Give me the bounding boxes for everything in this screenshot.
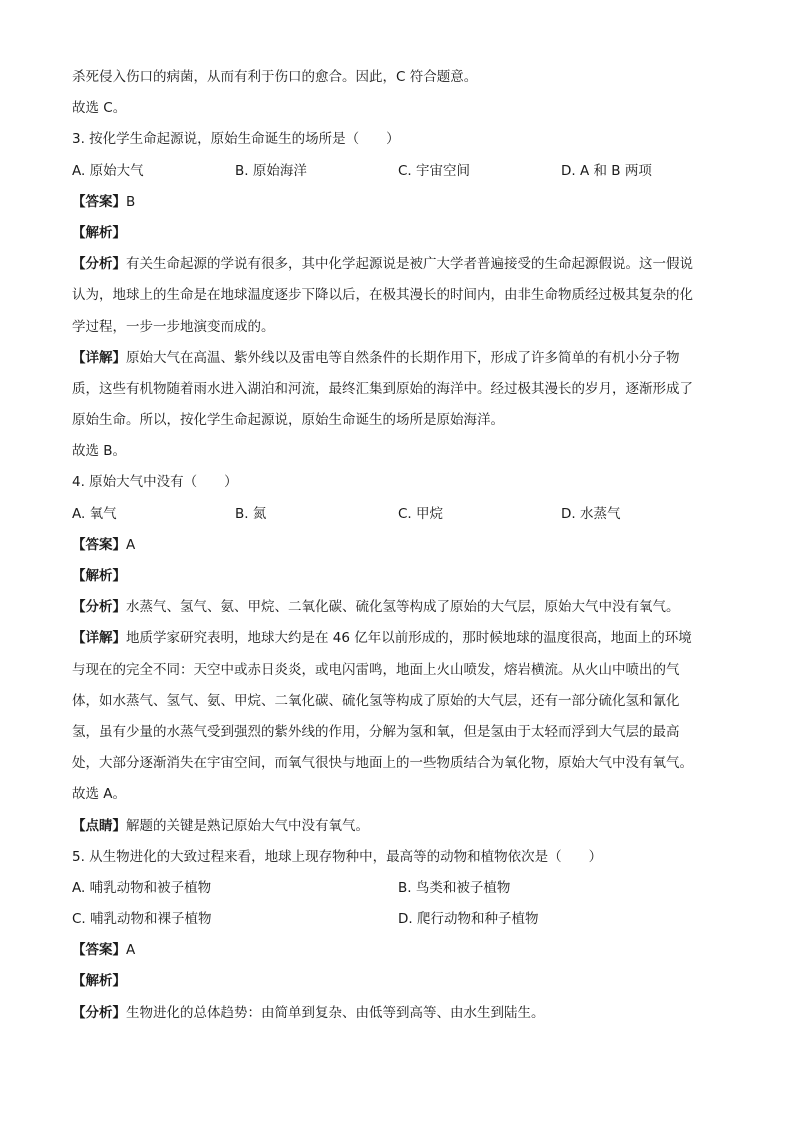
text-line: 学过程，一步一步地演变而成的。	[72, 318, 275, 335]
option-b: B. 鸟类和被子植物	[398, 879, 511, 896]
fenxi-line	[72, 249, 724, 280]
option-d: D. A 和 B 两项	[561, 162, 652, 179]
question-3-options	[72, 156, 724, 187]
fenxi-tag: 【分析】	[72, 599, 126, 616]
xiangjie-line	[72, 623, 724, 654]
option-d: D. 水蒸气	[561, 505, 621, 522]
conclusion-line: 故选 B。	[72, 443, 127, 460]
fenxi-text: 水蒸气、氢气、氨、甲烷、二氧化碳、硫化氢等构成了原始的大气层，原始大气中没有氧气。	[126, 599, 680, 616]
option-a: A. 哺乳动物和被子植物	[72, 879, 212, 896]
answer-tag: 【答案】	[72, 193, 126, 210]
xiangjie-text: 地质学家研究表明，地球大约是在 46 亿年以前形成的，那时候地球的温度很高，地面上的环境	[126, 630, 692, 647]
option-b: B. 原始海洋	[235, 162, 307, 179]
answer-line	[72, 935, 724, 966]
dianjing-line	[72, 811, 724, 842]
fenxi-tag: 【分析】	[72, 256, 126, 273]
answer-line	[72, 530, 724, 561]
xiangjie-text: 原始大气在高温、紫外线以及雷电等自然条件的长期作用下，形成了许多简单的有机小分子物	[126, 349, 680, 366]
fenxi-tag: 【分析】	[72, 1004, 126, 1021]
text-line: 原始生命。所以，按化学生命起源说，原始生命诞生的场所是原始海洋。	[72, 412, 504, 429]
conclusion-line: 故选 A。	[72, 786, 127, 803]
question-5-options-row-1	[72, 873, 724, 904]
dianjing-tag: 【点睛】	[72, 817, 126, 834]
analysis-heading: 【解析】	[72, 568, 126, 584]
text-line: 杀死侵入伤口的病菌，从而有利于伤口的愈合。因此，C 符合题意。	[72, 69, 478, 85]
option-a: A. 氧气	[72, 505, 117, 522]
text-line: 认为，地球上的生命是在地球温度逐步下降以后，在极其漫长的时间内，由非生命物质经过极其复杂的化	[72, 287, 693, 304]
question-5-options-row-2	[72, 904, 724, 935]
question-4-options	[72, 499, 724, 530]
question-3-stem: 3. 按化学生命起源说，原始生命诞生的场所是（ ）	[72, 131, 400, 148]
answer-value: B	[126, 193, 136, 210]
text-line: 氢，虽有少量的水蒸气受到强烈的紫外线的作用，分解为氢和氧，但是氢由于太轻而浮到大气层的最高	[72, 723, 680, 740]
option-a: A. 原始大气	[72, 162, 144, 179]
option-c: C. 哺乳动物和裸子植物	[72, 911, 212, 928]
text-line: 故选 C。	[72, 100, 127, 117]
text-line: 与现在的完全不同：天空中或赤日炎炎，或电闪雷鸣，地面上火山喷发，熔岩横流。从火山中喷出的气	[72, 661, 680, 678]
question-5-stem: 5. 从生物进化的大致过程来看，地球上现存物种中，最高等的动物和植物依次是（ ）	[72, 848, 603, 865]
fenxi-line	[72, 592, 724, 623]
option-c: C. 宇宙空间	[398, 162, 471, 179]
dianjing-text: 解题的关键是熟记原始大气中没有氧气。	[126, 817, 369, 834]
xiangjie-tag: 【详解】	[72, 349, 126, 366]
text-line: 体，如水蒸气、氢气、氨、甲烷、二氧化碳、硫化氢等构成了原始的大气层，还有一部分硫化氢和氰化	[72, 692, 680, 709]
text-line: 处，大部分逐渐消失在宇宙空间，而氧气很快与地面上的一些物质结合为氧化物，原始大气中没有氧气。	[72, 755, 693, 772]
answer-line	[72, 187, 724, 218]
answer-tag: 【答案】	[72, 536, 126, 553]
fenxi-text: 有关生命起源的学说有很多，其中化学起源说是被广大学者普遍接受的生命起源假说。这一假说	[126, 256, 693, 273]
fenxi-line	[72, 998, 724, 1029]
answer-value: A	[126, 536, 136, 553]
option-d: D. 爬行动物和种子植物	[398, 911, 539, 928]
option-b: B. 氮	[235, 505, 267, 522]
question-4-stem: 4. 原始大气中没有（ ）	[72, 474, 238, 491]
text-line: 质，这些有机物随着雨水进入湖泊和河流，最终汇集到原始的海洋中。经过极其漫长的岁月，逐渐形成了	[72, 380, 693, 397]
option-c: C. 甲烷	[398, 505, 444, 522]
answer-value: A	[126, 942, 136, 959]
analysis-heading: 【解析】	[72, 973, 126, 990]
fenxi-text: 生物进化的总体趋势：由简单到复杂、由低等到高等、由水生到陆生。	[126, 1004, 545, 1021]
xiangjie-tag: 【详解】	[72, 630, 126, 647]
answer-tag: 【答案】	[72, 942, 126, 959]
document-page	[72, 62, 724, 1029]
analysis-heading: 【解析】	[72, 224, 126, 241]
xiangjie-line	[72, 343, 724, 374]
